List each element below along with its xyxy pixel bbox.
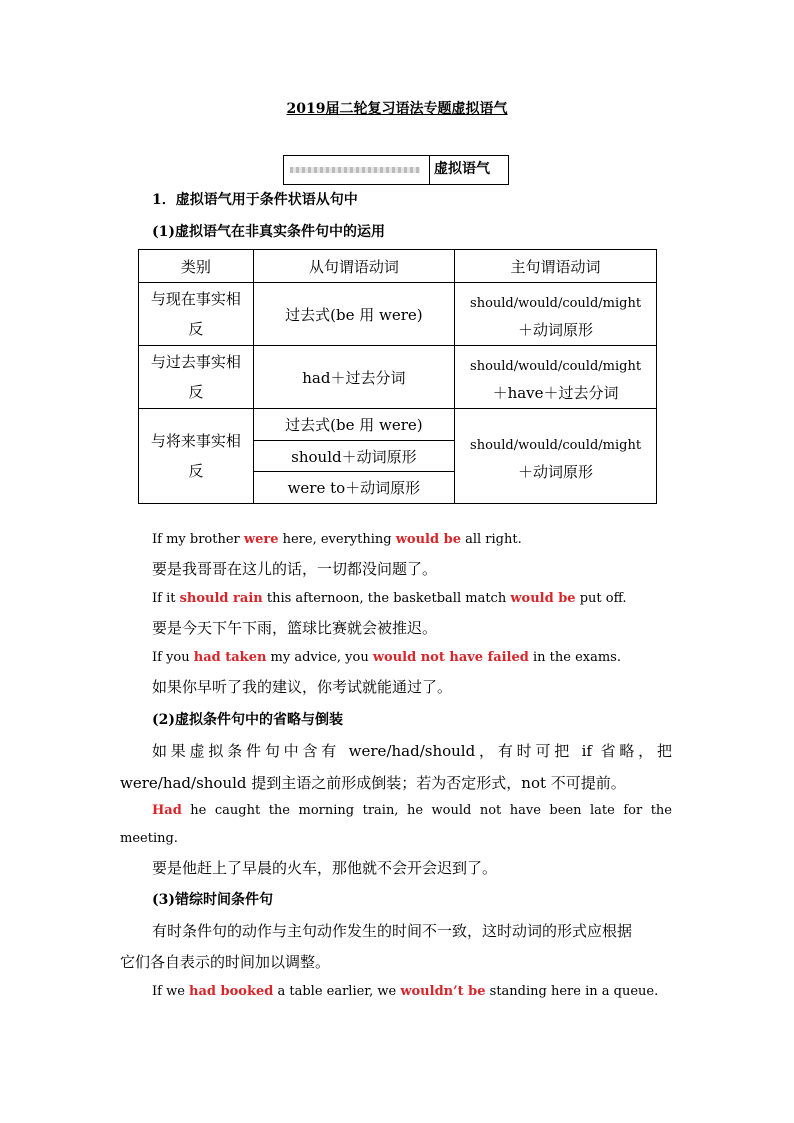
modal-list: should/would/could/might <box>470 437 642 453</box>
category-line: 与过去事实相 <box>150 353 241 371</box>
clause-verb-cell: 过去式(be 用 were) <box>253 283 454 346</box>
table-row <box>139 346 657 409</box>
example-sentence-2: If it should rain this afternoon, the basketball match would be put off. <box>152 591 627 606</box>
clause-verb-cell: had＋过去分词 <box>253 346 454 409</box>
clause-verb-cell: 过去式(be 用 were) <box>253 409 454 441</box>
example-sentence-1: If my brother were here, everything would be all right. <box>152 532 522 547</box>
section-heading-1: 1．虚拟语气用于条件状语从句中 <box>152 192 358 208</box>
table-row <box>139 283 657 346</box>
main-verb-form: ＋动词原形 <box>518 320 594 339</box>
subsection-heading-3: (3)错综时间条件句 <box>152 892 273 908</box>
paragraph-2-line-1: 如果虚拟条件句中含有 were/had/should，有时可把 if 省略，把 <box>152 742 672 760</box>
main-verb-cell <box>455 409 657 504</box>
category-line: 与将来事实相 <box>150 432 241 450</box>
category-line: 反 <box>188 383 204 401</box>
paragraph-2-line-2: were/had/should 提到主语之前形成倒装；若为否定形式，not 不可提前。 <box>120 774 626 792</box>
category-line: 反 <box>188 320 204 338</box>
category-line: 与现在事实相 <box>150 290 241 308</box>
example-translation-2: 要是今天下午下雨，篮球比赛就会被推迟。 <box>152 619 438 637</box>
category-cell <box>139 346 254 409</box>
subsection-heading-1: (1)虚拟语气在非真实条件句中的运用 <box>152 224 385 240</box>
main-verb-cell <box>455 283 657 346</box>
paragraph-3-line-1: 有时条件句的动作与主句动作发生的时间不一致，这时动词的形式应根据 <box>152 922 633 940</box>
table-row <box>139 409 657 441</box>
example-sentence-4-line-2: meeting. <box>120 831 178 846</box>
main-verb-cell <box>455 346 657 409</box>
section-tag-box <box>283 155 509 185</box>
example-sentence-4: Had he caught the morning train, he would not have been late for the <box>152 803 672 818</box>
subjunctive-table <box>138 249 657 504</box>
table-header-row <box>139 250 657 283</box>
main-verb-form: ＋have＋过去分词 <box>492 383 619 402</box>
tag-box-left-cell <box>284 156 430 184</box>
modal-list: should/would/could/might <box>470 358 642 374</box>
clause-verb-cell: were to＋动词原形 <box>253 472 454 504</box>
example-translation-4: 要是他赶上了早晨的火车，那他就不会开会迟到了。 <box>152 859 498 877</box>
header-category: 类别 <box>139 250 254 283</box>
tag-label: 虚拟语气 <box>434 161 490 177</box>
example-translation-1: 要是我哥哥在这儿的话，一切都没问题了。 <box>152 560 438 578</box>
category-cell <box>139 409 254 504</box>
header-main-verb: 主句谓语动词 <box>455 250 657 283</box>
category-line: 反 <box>188 462 204 480</box>
page-title: 2019届二轮复习语法专题虚拟语气 <box>286 101 508 117</box>
clause-verb-cell: should＋动词原形 <box>253 441 454 472</box>
paragraph-3-line-2: 它们各自表示的时间加以调整。 <box>120 953 331 971</box>
example-sentence-5: If we had booked a table earlier, we wouldn’t be standing here in a queue. <box>152 984 659 999</box>
header-clause-verb: 从句谓语动词 <box>253 250 454 283</box>
decorative-pattern <box>290 167 420 173</box>
example-translation-3: 如果你早听了我的建议，你考试就能通过了。 <box>152 678 453 696</box>
subsection-heading-2: (2)虚拟条件句中的省略与倒装 <box>152 712 343 728</box>
main-verb-form: ＋动词原形 <box>518 462 594 481</box>
category-cell <box>139 283 254 346</box>
example-sentence-3: If you had taken my advice, you would not have failed in the exams. <box>152 650 621 665</box>
modal-list: should/would/could/might <box>470 295 642 311</box>
